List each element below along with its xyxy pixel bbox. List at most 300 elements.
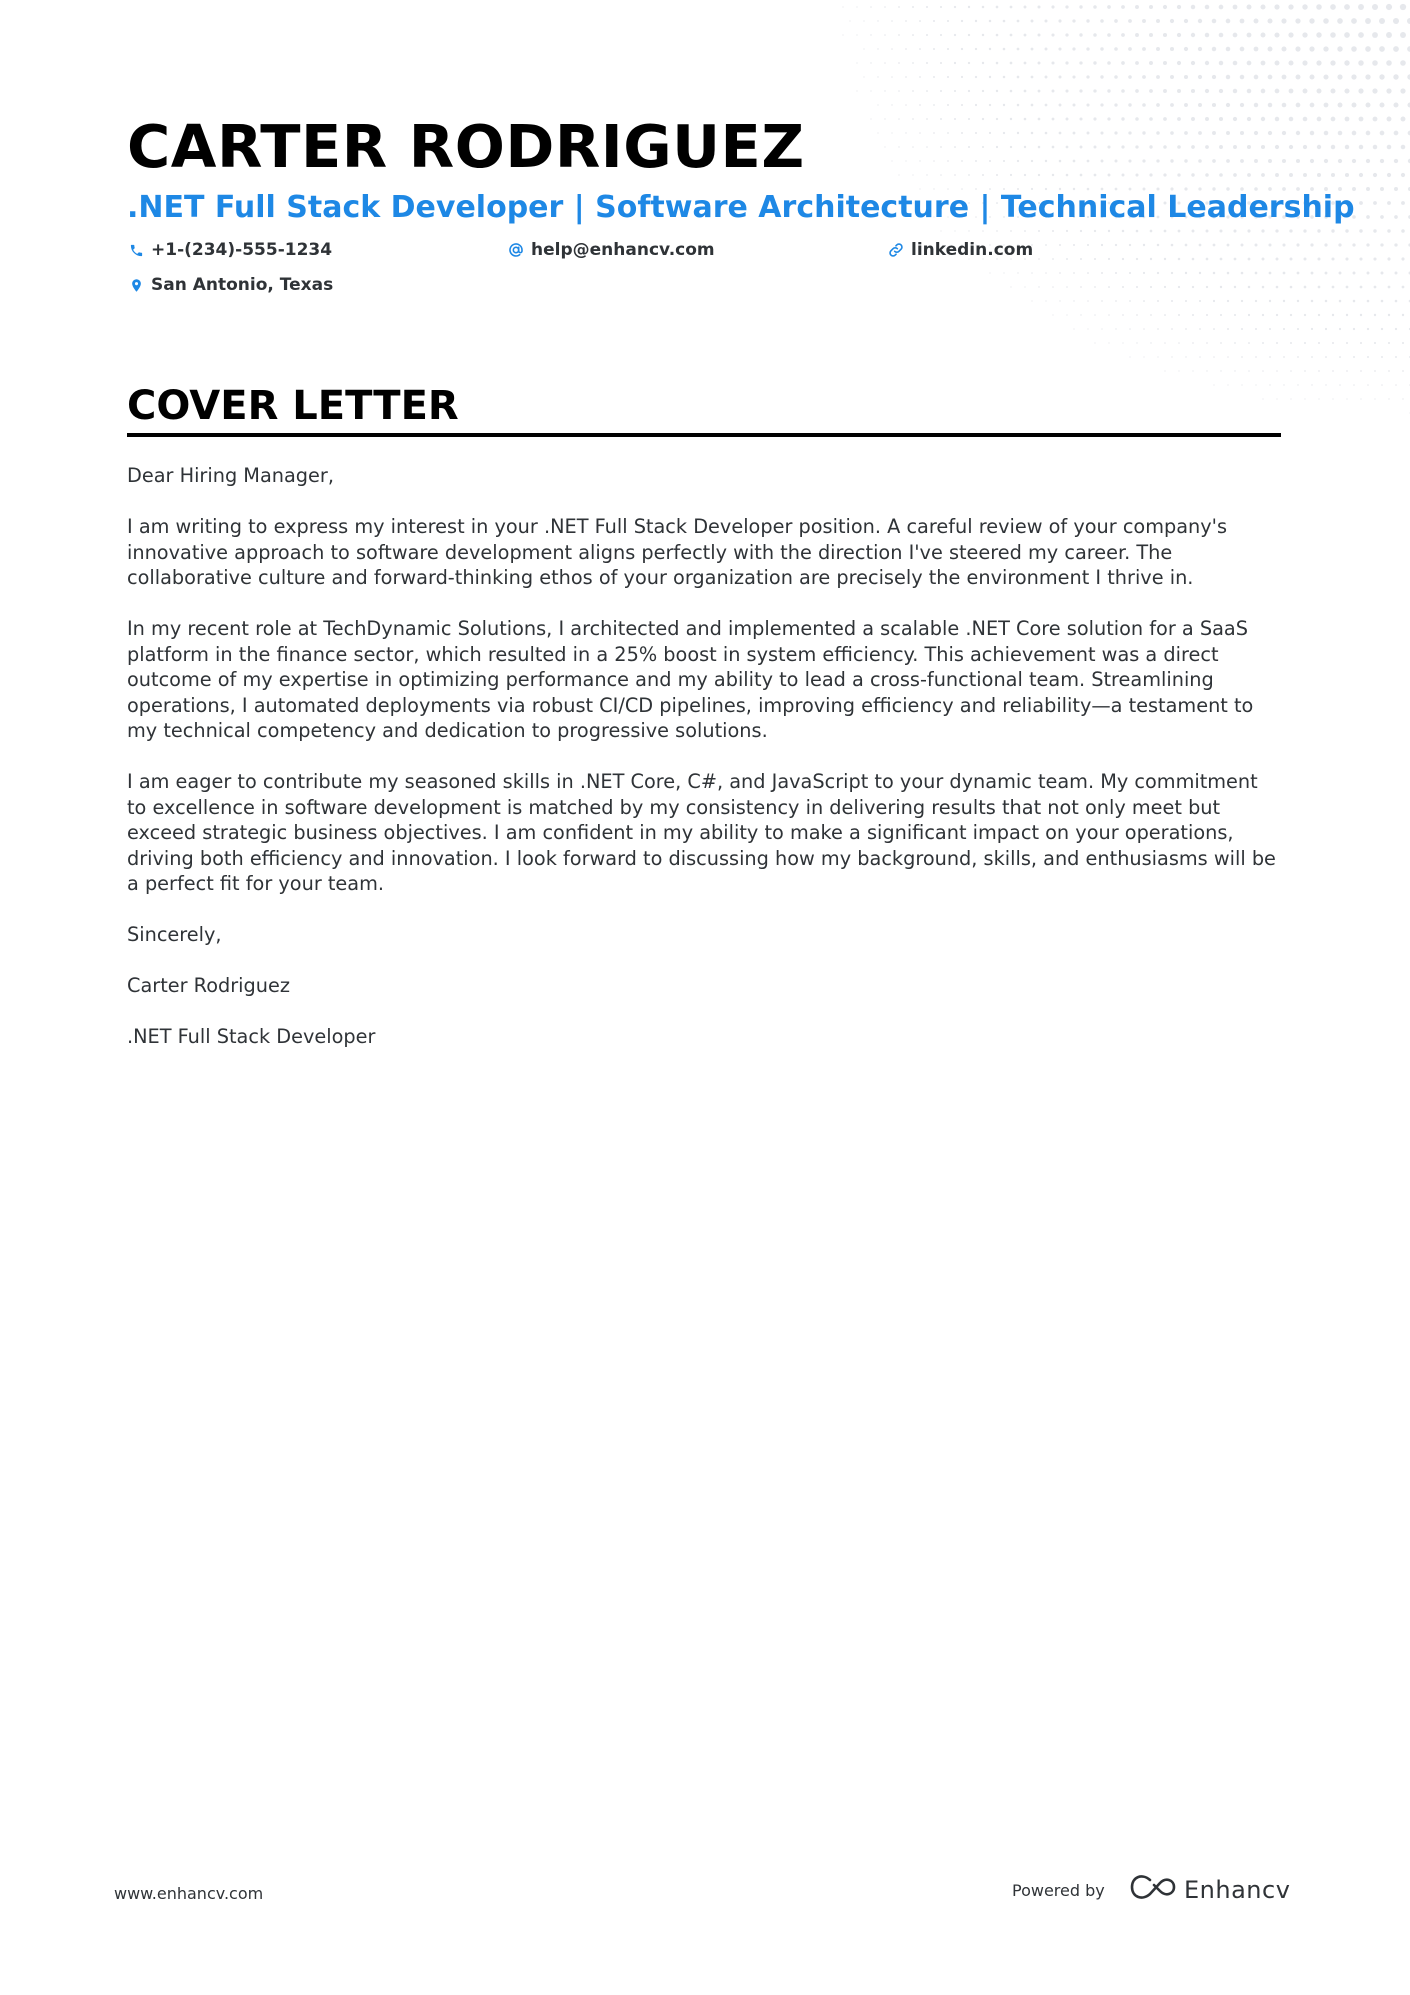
background-dot <box>1386 60 1392 66</box>
background-dot <box>1233 229 1236 232</box>
background-dot <box>912 6 914 8</box>
background-dot <box>1289 89 1294 94</box>
background-dot <box>1241 244 1244 247</box>
background-dot <box>1143 356 1144 357</box>
background-dot <box>863 20 864 21</box>
background-dot <box>898 146 899 147</box>
background-dot <box>1359 117 1364 122</box>
background-dot <box>1219 229 1222 232</box>
background-dot <box>1324 159 1328 163</box>
background-dot <box>1191 145 1195 149</box>
background-dot <box>1234 286 1236 288</box>
background-dot <box>1066 286 1068 288</box>
background-dot <box>1247 173 1251 177</box>
background-dot <box>1017 272 1018 273</box>
background-dot <box>1198 47 1202 51</box>
enhancv-logo[interactable] <box>1130 1874 1290 1905</box>
background-dot <box>1206 342 1208 344</box>
background-dot <box>1024 286 1025 287</box>
background-dot <box>1304 342 1306 344</box>
background-dot <box>1227 384 1228 385</box>
background-dot <box>1268 243 1271 246</box>
background-dot <box>1079 33 1082 36</box>
background-dot <box>1135 61 1139 65</box>
background-dot <box>1003 48 1006 51</box>
background-dot <box>1192 314 1194 316</box>
background-dot <box>1100 103 1103 106</box>
background-dot <box>1302 60 1307 65</box>
background-dot <box>940 118 942 120</box>
background-dot <box>1233 89 1237 93</box>
background-dot <box>1330 88 1335 93</box>
background-dot <box>1344 32 1350 38</box>
background-dot <box>1163 61 1167 65</box>
background-dot <box>1100 75 1103 78</box>
background-dot <box>1163 173 1166 176</box>
background-dot <box>1366 159 1370 163</box>
background-dot <box>982 230 984 232</box>
background-dot <box>1311 300 1314 303</box>
background-dot <box>1121 145 1124 148</box>
background-dot <box>1316 60 1321 65</box>
background-dot <box>947 48 949 50</box>
background-dot <box>863 76 864 77</box>
background-dot <box>1262 398 1263 399</box>
background-dot <box>1374 342 1376 344</box>
background-dot <box>1059 160 1062 163</box>
background-dot <box>1331 117 1336 122</box>
background-dot <box>1058 19 1061 22</box>
background-dot <box>1367 384 1369 386</box>
background-dot <box>1108 314 1110 316</box>
background-dot <box>1367 300 1370 303</box>
background-dot <box>1052 258 1054 260</box>
background-dot <box>954 118 956 120</box>
background-dot <box>1241 356 1243 358</box>
background-dot <box>1325 300 1328 303</box>
background-dot <box>933 132 935 134</box>
background-dot <box>1213 384 1214 385</box>
background-dot <box>1268 47 1273 52</box>
background-dot <box>1227 300 1229 302</box>
background-dot <box>1213 328 1215 330</box>
background-dot <box>1268 131 1272 135</box>
background-dot <box>1289 117 1294 122</box>
background-dot <box>1128 103 1131 106</box>
background-dot <box>1003 272 1004 273</box>
background-dot <box>1038 258 1040 260</box>
background-dot <box>1191 173 1194 176</box>
background-dot <box>1199 272 1201 274</box>
background-dot <box>1003 76 1006 79</box>
background-dot <box>1387 201 1391 205</box>
background-dot <box>1010 62 1013 65</box>
background-dot <box>1031 160 1033 162</box>
background-dot <box>1254 103 1258 107</box>
background-dot <box>1017 132 1019 134</box>
background-dot <box>1101 300 1103 302</box>
contact-phone[interactable] <box>127 240 332 260</box>
background-dot <box>1219 89 1223 93</box>
background-dot <box>891 20 893 22</box>
background-dot <box>1136 314 1138 316</box>
background-dot <box>1157 272 1159 274</box>
background-dot <box>1233 5 1238 10</box>
background-dot <box>891 76 893 78</box>
background-dot <box>1093 117 1096 120</box>
background-dot <box>1227 244 1230 247</box>
background-dot <box>1199 356 1201 358</box>
background-dot <box>1031 132 1034 135</box>
background-dot <box>1339 300 1342 303</box>
background-dot <box>1261 229 1264 232</box>
background-dot <box>1402 286 1405 289</box>
background-dot <box>1010 6 1013 9</box>
link-icon <box>887 241 905 259</box>
background-dot <box>1344 4 1350 10</box>
background-dot <box>989 132 991 134</box>
background-dot <box>1262 342 1264 344</box>
background-dot <box>1366 187 1370 191</box>
background-dot <box>1373 229 1376 232</box>
background-dot <box>1318 398 1319 399</box>
background-dot <box>877 76 878 77</box>
background-dot <box>1269 328 1271 330</box>
background-dot <box>1191 89 1195 93</box>
background-dot <box>1205 33 1210 38</box>
background-dot <box>1310 243 1313 246</box>
background-dot <box>1332 342 1334 344</box>
background-dot <box>1373 145 1378 150</box>
contact-linkedin[interactable] <box>887 240 1033 260</box>
background-dot <box>1093 33 1097 37</box>
background-dot <box>1093 89 1096 92</box>
background-dot <box>1353 356 1355 358</box>
background-dot <box>1184 103 1188 107</box>
background-dot <box>1332 370 1334 372</box>
background-dot <box>1024 230 1026 232</box>
background-dot <box>1374 398 1375 399</box>
background-dot <box>1331 145 1335 149</box>
background-dot <box>954 174 956 176</box>
background-dot <box>912 174 913 175</box>
background-dot <box>919 20 921 22</box>
background-dot <box>1212 103 1216 107</box>
background-dot <box>1297 300 1299 302</box>
background-dot <box>1388 342 1390 344</box>
background-dot <box>961 48 963 50</box>
background-dot <box>919 48 921 50</box>
background-dot <box>1170 159 1173 162</box>
background-dot <box>1276 258 1279 261</box>
background-dot <box>1059 300 1060 301</box>
background-dot <box>1177 117 1181 121</box>
background-dot <box>954 34 956 36</box>
background-dot <box>982 118 984 120</box>
background-dot <box>1241 384 1242 385</box>
background-dot <box>1254 47 1259 52</box>
background-dot <box>1388 286 1391 289</box>
background-dot <box>1170 47 1174 51</box>
background-dot <box>1394 159 1398 163</box>
background-dot <box>1352 103 1357 108</box>
background-dot <box>1388 370 1390 372</box>
at-icon <box>507 241 525 259</box>
background-dot <box>891 48 893 50</box>
background-dot <box>1309 46 1314 51</box>
background-dot <box>1351 18 1357 24</box>
background-dot <box>1072 19 1075 22</box>
background-dot <box>1149 89 1153 93</box>
background-dot <box>1191 33 1195 37</box>
background-dot <box>933 48 935 50</box>
contact-email[interactable] <box>507 240 715 260</box>
background-dot <box>1247 33 1252 38</box>
background-dot <box>1121 5 1125 9</box>
letter-paragraph: I am writing to express my interest in your .NET Full Stack Developer position. A careful review of your company's innovative approach to software development aligns perfectly with the direction I've steered my career. The collaborative culture and forward-thinking ethos of your organization are precisely the environment I thrive in. <box>127 515 1228 589</box>
background-dot <box>1185 244 1188 247</box>
background-dot <box>1394 215 1398 219</box>
background-dot <box>1386 4 1392 10</box>
background-dot <box>905 20 907 22</box>
background-dot <box>1234 314 1236 316</box>
background-dot <box>1233 173 1237 177</box>
background-dot <box>1297 384 1298 385</box>
background-dot <box>1164 230 1167 233</box>
background-dot <box>1038 34 1041 37</box>
background-dot <box>1381 300 1384 303</box>
background-dot <box>1059 272 1061 274</box>
background-dot <box>1247 145 1251 149</box>
contact-location <box>127 275 333 295</box>
background-dot <box>982 174 984 176</box>
background-dot <box>1283 328 1285 330</box>
background-dot <box>1304 258 1307 261</box>
background-dot <box>1115 328 1116 329</box>
background-dot <box>954 62 956 64</box>
background-dot <box>1191 61 1195 65</box>
background-dot <box>1128 47 1132 51</box>
background-dot <box>1289 173 1293 177</box>
background-dot <box>1387 257 1390 260</box>
background-dot <box>1114 103 1117 106</box>
background-dot <box>1066 118 1069 121</box>
background-dot <box>1017 20 1020 23</box>
background-dot <box>1351 46 1357 52</box>
background-dot <box>1198 103 1202 107</box>
background-dot <box>1143 244 1145 246</box>
background-dot <box>996 146 998 148</box>
background-dot <box>1344 88 1349 93</box>
background-dot <box>1360 342 1362 344</box>
background-dot <box>1031 48 1034 51</box>
background-dot <box>1143 328 1145 330</box>
background-dot <box>1205 145 1209 149</box>
background-dot <box>919 76 921 78</box>
background-dot <box>947 132 949 134</box>
background-dot <box>1150 342 1151 343</box>
background-dot <box>1184 47 1188 51</box>
letter-signature-name: Carter Rodriguez <box>127 974 290 997</box>
background-dot <box>1073 328 1074 329</box>
background-dot <box>905 76 907 78</box>
background-dot <box>1281 18 1286 23</box>
section-title-cover-letter: COVER LETTER <box>127 383 459 429</box>
footer-website-link[interactable]: www.enhancv.com <box>114 1884 264 1903</box>
background-dot <box>1274 4 1279 9</box>
background-dot <box>1087 160 1090 163</box>
background-dot <box>1107 117 1110 120</box>
background-dot <box>1402 314 1404 316</box>
background-dot <box>1192 258 1195 261</box>
background-dot <box>996 230 998 232</box>
background-dot <box>1325 328 1327 330</box>
background-dot <box>1086 103 1089 106</box>
background-dot <box>989 272 990 273</box>
background-dot <box>1129 272 1131 274</box>
background-dot <box>1177 5 1181 9</box>
background-dot <box>1290 258 1293 261</box>
background-dot <box>968 230 969 231</box>
background-dot <box>1219 61 1224 66</box>
background-dot <box>1212 131 1216 135</box>
background-dot <box>1220 258 1223 261</box>
enhancv-logo-icon <box>1130 1874 1176 1905</box>
background-dot <box>1394 243 1397 246</box>
background-dot <box>1261 173 1265 177</box>
background-dot <box>1191 117 1195 121</box>
background-dot <box>1066 146 1069 149</box>
background-dot <box>996 118 998 120</box>
background-dot <box>1358 60 1364 66</box>
background-dot <box>1379 74 1384 79</box>
background-dot <box>1024 90 1027 93</box>
background-dot <box>1372 4 1378 10</box>
background-dot <box>1302 32 1307 37</box>
background-dot <box>1337 46 1342 51</box>
background-dot <box>1247 89 1252 94</box>
background-dot <box>1143 272 1145 274</box>
background-dot <box>940 34 942 36</box>
background-dot <box>1254 131 1258 135</box>
background-dot <box>1345 257 1348 260</box>
background-dot <box>1101 244 1103 246</box>
letter-body <box>127 463 1281 1075</box>
background-dot <box>1275 229 1278 232</box>
background-dot <box>1353 328 1355 330</box>
background-dot <box>947 20 949 22</box>
background-dot <box>1359 257 1362 260</box>
background-dot <box>1198 19 1202 23</box>
background-dot <box>1114 131 1117 134</box>
background-dot <box>1079 61 1082 64</box>
background-dot <box>1366 243 1369 246</box>
background-dot <box>1142 159 1145 162</box>
background-dot <box>1304 314 1306 316</box>
background-dot <box>1318 370 1320 372</box>
background-dot <box>996 6 999 9</box>
background-dot <box>933 76 935 78</box>
background-dot <box>1129 300 1131 302</box>
background-dot <box>996 90 998 92</box>
background-dot <box>1080 286 1082 288</box>
background-dot <box>1346 314 1348 316</box>
background-dot <box>1303 117 1308 122</box>
background-dot <box>1337 74 1342 79</box>
background-dot <box>1205 173 1209 177</box>
background-dot <box>1108 230 1110 232</box>
background-dot <box>1205 117 1209 121</box>
background-dot <box>1170 19 1174 23</box>
background-dot <box>1010 286 1011 287</box>
background-dot <box>1150 258 1152 260</box>
background-dot <box>1087 272 1089 274</box>
background-dot <box>1344 60 1349 65</box>
background-dot <box>1295 18 1300 23</box>
background-dot <box>1220 342 1222 344</box>
background-dot <box>1283 356 1285 358</box>
background-dot <box>1283 300 1285 302</box>
background-dot <box>1393 74 1398 79</box>
background-dot <box>1331 173 1335 177</box>
background-dot <box>898 118 900 120</box>
background-dot <box>1080 258 1082 260</box>
enhancv-logo-text: Enhancv <box>1184 1875 1291 1904</box>
background-dot <box>1380 215 1384 219</box>
background-dot <box>1003 20 1006 23</box>
background-dot <box>919 160 920 161</box>
background-dot <box>1262 314 1264 316</box>
background-dot <box>1261 117 1265 121</box>
background-dot <box>1087 300 1089 302</box>
background-dot <box>1345 145 1349 149</box>
background-dot <box>1192 286 1194 288</box>
background-dot <box>1261 89 1266 94</box>
background-dot <box>1303 89 1308 94</box>
background-dot <box>1303 229 1306 232</box>
background-dot <box>1269 300 1271 302</box>
background-dot <box>1387 229 1390 232</box>
background-dot <box>1038 118 1041 121</box>
background-dot <box>1149 145 1152 148</box>
background-dot <box>1394 131 1399 136</box>
section-divider <box>127 433 1281 437</box>
background-dot <box>968 90 970 92</box>
background-dot <box>1184 19 1188 23</box>
background-dot <box>1101 272 1103 274</box>
background-dot <box>1157 328 1159 330</box>
background-dot <box>1387 173 1391 177</box>
background-dot <box>1115 160 1118 163</box>
background-dot <box>1388 314 1390 316</box>
background-dot <box>1227 272 1230 275</box>
background-dot <box>1171 328 1173 330</box>
background-dot <box>1309 74 1314 79</box>
background-dot <box>926 90 928 92</box>
background-dot <box>1275 89 1280 94</box>
background-dot <box>1316 32 1321 37</box>
background-dot <box>1031 272 1033 274</box>
background-dot <box>898 90 900 92</box>
background-dot <box>1065 61 1068 64</box>
background-dot <box>1121 61 1125 65</box>
background-dot <box>1094 146 1097 149</box>
background-dot <box>1331 229 1334 232</box>
background-dot <box>1360 314 1362 316</box>
background-dot <box>1128 75 1132 79</box>
background-dot <box>982 62 984 64</box>
background-dot <box>1122 174 1125 177</box>
